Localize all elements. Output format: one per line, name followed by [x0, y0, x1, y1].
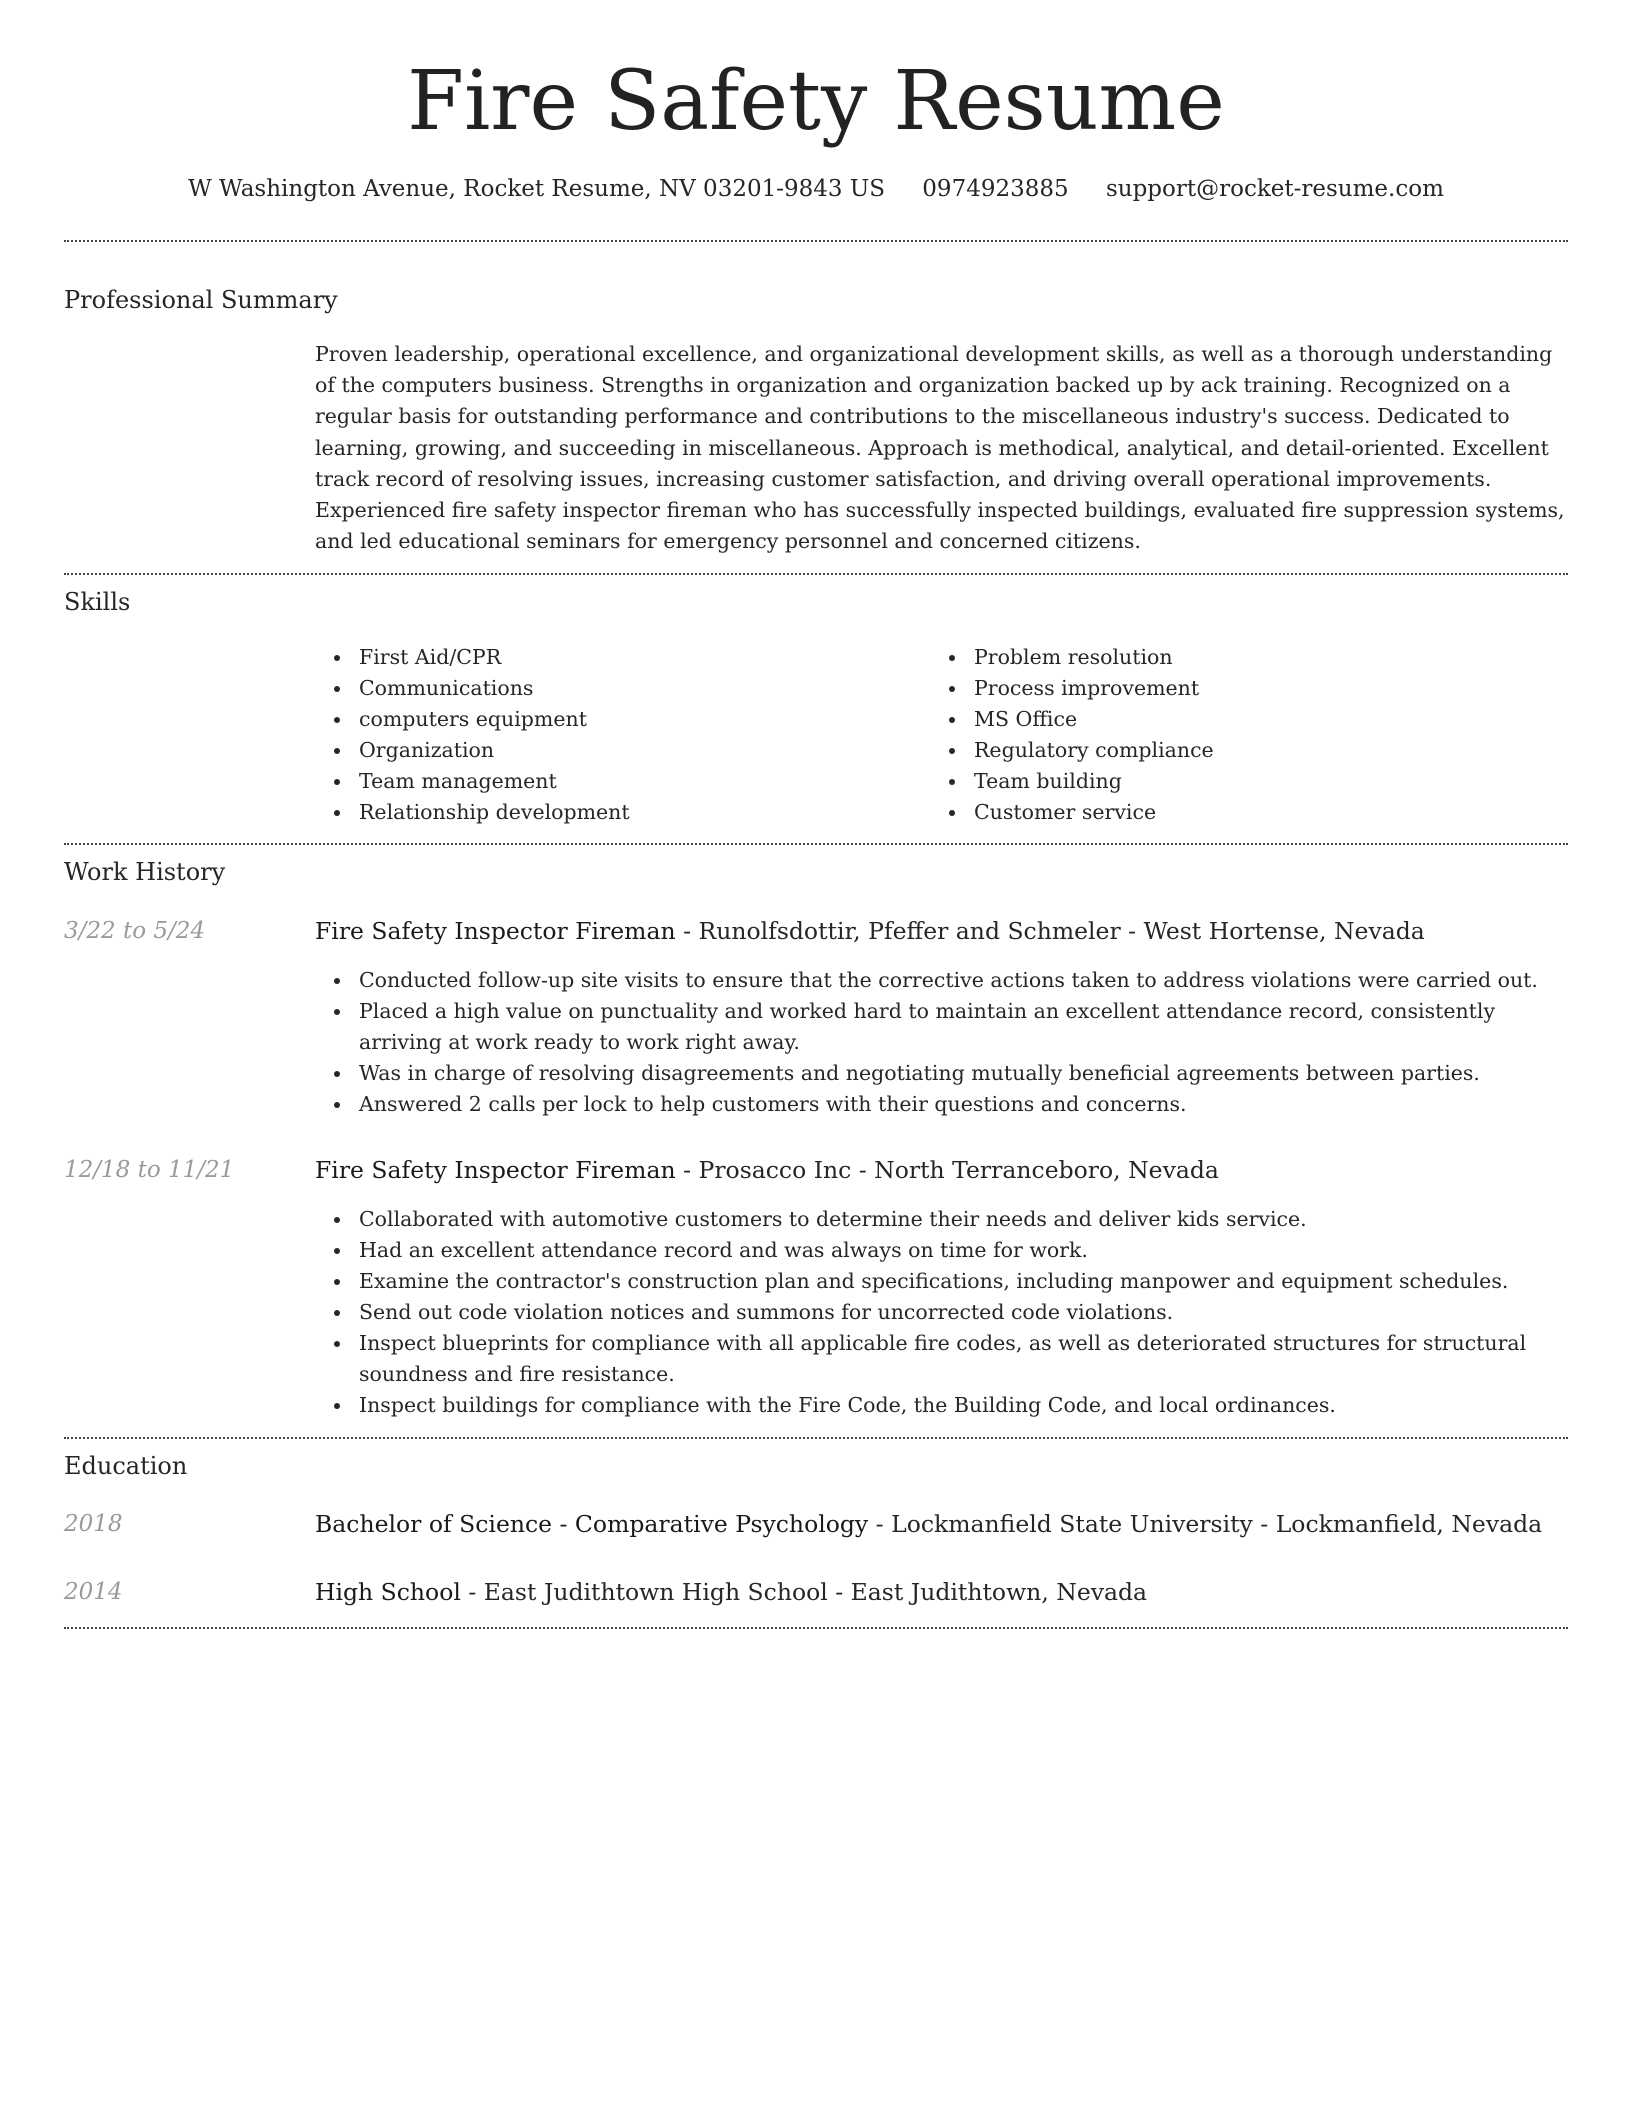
job-bullet: Inspect buildings for compliance with the Fire Code, the Building Code, and local ordinances. — [315, 1390, 1570, 1421]
skill-item: Team building — [930, 766, 1214, 797]
job-position: Fire Safety Inspector Fireman — [315, 1156, 676, 1184]
job-bullet: Examine the contractor's construction plan and specifications, including manpower and equipment schedules. — [315, 1266, 1570, 1297]
education-school: - East Judithtown High School - East Judithtown, Nevada — [460, 1578, 1148, 1606]
education-degree: Bachelor of Science - Comparative Psychology — [315, 1510, 869, 1538]
contact-phone: 0974923885 — [922, 176, 1069, 202]
skills-heading: Skills — [64, 588, 131, 616]
skill-item: First Aid/CPR — [315, 642, 630, 673]
job-bullets — [315, 1204, 1570, 1421]
education-school: - Lockmanfield State University - Lockmanfield, Nevada — [868, 1510, 1543, 1538]
summary-text: Proven leadership, operational excellence, and organizational development skills, as well as a thorough understanding of the computers business. Strengths in organization and organization backed up by ack training. Recognized on a regular basis for outstanding performance and contributions to the miscellaneous industry's success. Dedicated to learning, growing, and succeeding in miscellaneous. Approach is methodical, analytical, and detail-oriented. Excellent track record of resolving issues, increasing customer satisfaction, and driving overall operational improvements. Experienced fire safety inspector fireman who has successfully inspected buildings, evaluated fire suppression systems, and led educational seminars for emergency personnel and concerned citizens. — [315, 342, 1565, 554]
job-dates: 12/18 to 11/21 — [64, 1157, 235, 1183]
education-year: 2014 — [64, 1579, 123, 1605]
education-entry — [315, 1575, 1147, 1609]
skill-item: Organization — [315, 735, 630, 766]
job-employer: - Runolfsdottir, Pfeffer and Schmeler - West Hortense, Nevada — [675, 917, 1425, 945]
job-employer: - Prosacco Inc - North Terranceboro, Nevada — [675, 1156, 1219, 1184]
education-heading: Education — [64, 1452, 188, 1480]
skill-item: MS Office — [930, 704, 1214, 735]
job-bullet: Inspect blueprints for compliance with all applicable fire codes, as well as deteriorated structures for structural soundness and fire resistance. — [315, 1328, 1570, 1390]
skill-item: Customer service — [930, 797, 1214, 828]
section-divider — [64, 1627, 1568, 1629]
job-bullet: Had an excellent attendance record and was always on time for work. — [315, 1235, 1570, 1266]
job-bullets — [315, 965, 1570, 1120]
section-divider — [64, 1437, 1568, 1439]
job-title — [315, 1153, 1219, 1187]
job-bullet: Send out code violation notices and summons for uncorrected code violations. — [315, 1297, 1570, 1328]
summary-heading: Professional Summary — [64, 286, 338, 314]
contact-email: support@rocket-resume.com — [1105, 176, 1444, 202]
skill-item: Problem resolution — [930, 642, 1214, 673]
job-bullet: Conducted follow-up site visits to ensure that the corrective actions taken to address violations were carried out. — [315, 965, 1570, 996]
skill-item: Process improvement — [930, 673, 1214, 704]
education-degree: High School — [315, 1578, 461, 1606]
skill-item: Communications — [315, 673, 630, 704]
job-dates: 3/22 to 5/24 — [64, 918, 206, 944]
contact-address: W Washington Avenue, Rocket Resume, NV 03201-9843 US — [188, 176, 885, 202]
job-bullet: Answered 2 calls per lock to help customers with their questions and concerns. — [315, 1089, 1570, 1120]
skill-item: Team management — [315, 766, 630, 797]
work-heading: Work History — [64, 858, 226, 886]
education-entry — [315, 1507, 1542, 1541]
job-bullet: Placed a high value on punctuality and worked hard to maintain an excellent attendance record, consistently arriving at work ready to work right away. — [315, 996, 1570, 1058]
job-bullet: Collaborated with automotive customers to determine their needs and deliver kids service. — [315, 1204, 1570, 1235]
skills-list-right — [930, 642, 1214, 828]
skills-list-left — [315, 642, 630, 828]
section-divider — [64, 240, 1568, 242]
resume-title: Fire Safety Resume — [407, 54, 1225, 149]
job-position: Fire Safety Inspector Fireman — [315, 917, 676, 945]
job-bullet: Was in charge of resolving disagreements and negotiating mutually beneficial agreements between parties. — [315, 1058, 1570, 1089]
job-title — [315, 914, 1425, 948]
section-divider — [64, 843, 1568, 845]
contact-line — [64, 170, 1568, 208]
education-year: 2018 — [64, 1511, 123, 1537]
skill-item: Relationship development — [315, 797, 630, 828]
skill-item: computers equipment — [315, 704, 630, 735]
section-divider — [64, 573, 1568, 575]
skill-item: Regulatory compliance — [930, 735, 1214, 766]
